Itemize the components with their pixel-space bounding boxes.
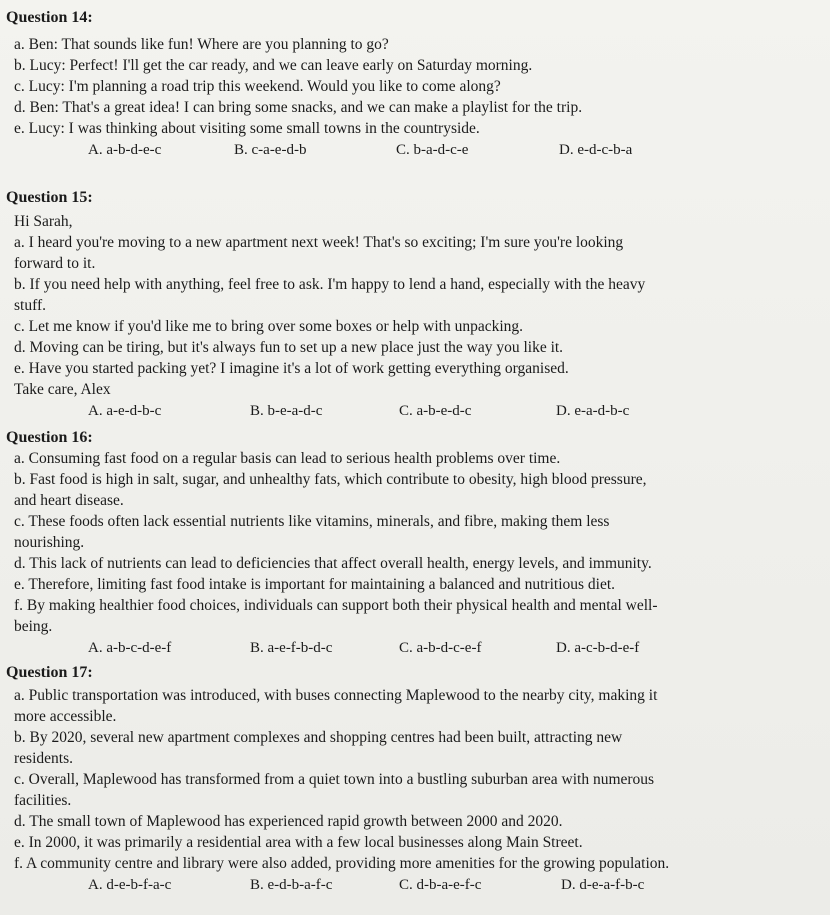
q17-line-a-cont: more accessible. <box>14 708 117 725</box>
q14-line-c: c. Lucy: I'm planning a road trip this weekend. Would you like to come along? <box>14 78 501 95</box>
q15-line-d: d. Moving can be tiring, but it's always fun to set up a new place just the way you like it. <box>14 339 564 356</box>
q17-option-b[interactable]: B. e-d-b-a-f-c <box>250 877 333 893</box>
q17-line-c-cont: facilities. <box>14 792 72 809</box>
q14-line-b: b. Lucy: Perfect! I'll get the car ready, and we can leave early on Saturday morning. <box>14 57 533 74</box>
q17-line-b-cont: residents. <box>14 750 73 767</box>
question-16-title: Question 16: <box>6 429 93 446</box>
q17-line-e: e. In 2000, it was primarily a residential area with a few local businesses along Main Street. <box>14 834 583 851</box>
q17-line-f: f. A community centre and library were also added, providing more amenities for the growing population. <box>14 855 670 872</box>
q16-option-c[interactable]: C. a-b-d-c-e-f <box>399 640 482 656</box>
q16-line-b: b. Fast food is high in salt, sugar, and unhealthy fats, which contribute to obesity, high blood pressure, <box>14 471 647 488</box>
q17-options <box>6 874 821 896</box>
q15-options <box>6 400 821 422</box>
q15-line-b: b. If you need help with anything, feel free to ask. I'm happy to lend a hand, especially with the heavy <box>14 276 646 293</box>
q14-option-d[interactable]: D. e-d-c-b-a <box>559 142 633 158</box>
q14-option-c[interactable]: C. b-a-d-c-e <box>396 142 469 158</box>
question-17-title: Question 17: <box>6 664 93 681</box>
q16-line-b-cont: and heart disease. <box>14 492 124 509</box>
q15-line-a: a. I heard you're moving to a new apartment next week! That's so exciting; I'm sure you're looking <box>14 234 624 251</box>
q17-option-c[interactable]: C. d-b-a-e-f-c <box>399 877 482 893</box>
q15-option-c[interactable]: C. a-b-e-d-c <box>399 403 472 419</box>
q14-options <box>6 139 821 161</box>
question-15-title: Question 15: <box>6 189 93 206</box>
q16-option-d[interactable]: D. a-c-b-d-e-f <box>556 640 640 656</box>
q17-line-c: c. Overall, Maplewood has transformed from a quiet town into a bustling suburban area with numerous <box>14 771 655 788</box>
q16-option-a[interactable]: A. a-b-c-d-e-f <box>88 640 172 656</box>
q17-line-d: d. The small town of Maplewood has experienced rapid growth between 2000 and 2020. <box>14 813 563 830</box>
q16-line-f-cont: being. <box>14 618 53 635</box>
q15-option-b[interactable]: B. b-e-a-d-c <box>250 403 323 419</box>
q16-line-a: a. Consuming fast food on a regular basis can lead to serious health problems over time. <box>14 450 561 467</box>
q17-option-a[interactable]: A. d-e-b-f-a-c <box>88 877 172 893</box>
question-16 <box>6 428 821 659</box>
q15-signoff: Take care, Alex <box>14 381 111 398</box>
question-17 <box>6 663 821 896</box>
q16-options <box>6 637 821 659</box>
q15-line-c: c. Let me know if you'd like me to bring over some boxes or help with unpacking. <box>14 318 524 335</box>
q17-line-b: b. By 2020, several new apartment complexes and shopping centres had been built, attracting new <box>14 729 623 746</box>
q16-line-e: e. Therefore, limiting fast food intake is important for maintaining a balanced and nutritious diet. <box>14 576 616 593</box>
q14-option-a[interactable]: A. a-b-d-e-c <box>88 142 162 158</box>
question-14-title: Question 14: <box>6 9 93 26</box>
q15-greeting: Hi Sarah, <box>14 213 73 230</box>
q14-option-b[interactable]: B. c-a-e-d-b <box>234 142 307 158</box>
q15-option-a[interactable]: A. a-e-d-b-c <box>88 403 162 419</box>
q15-option-d[interactable]: D. e-a-d-b-c <box>556 403 630 419</box>
q16-line-f: f. By making healthier food choices, individuals can support both their physical health and mental well- <box>14 597 658 614</box>
q15-line-e: e. Have you started packing yet? I imagine it's a lot of work getting everything organised. <box>14 360 569 377</box>
q16-option-b[interactable]: B. a-e-f-b-d-c <box>250 640 333 656</box>
q15-line-a-cont: forward to it. <box>14 255 96 272</box>
question-15 <box>6 188 821 422</box>
q15-line-b-cont: stuff. <box>14 297 47 314</box>
q16-line-c: c. These foods often lack essential nutrients like vitamins, minerals, and fibre, making them less <box>14 513 610 530</box>
q14-line-e: e. Lucy: I was thinking about visiting some small towns in the countryside. <box>14 120 480 137</box>
q14-line-d: d. Ben: That's a great idea! I can bring some snacks, and we can make a playlist for the trip. <box>14 99 583 116</box>
q16-line-d: d. This lack of nutrients can lead to deficiencies that affect overall health, energy levels, and immunity. <box>14 555 652 572</box>
q14-line-a: a. Ben: That sounds like fun! Where are you planning to go? <box>14 36 389 53</box>
q17-line-a: a. Public transportation was introduced, with buses connecting Maplewood to the nearby city, making it <box>14 687 658 704</box>
q17-option-d[interactable]: D. d-e-a-f-b-c <box>561 877 645 893</box>
question-14 <box>6 8 821 161</box>
q16-line-c-cont: nourishing. <box>14 534 85 551</box>
